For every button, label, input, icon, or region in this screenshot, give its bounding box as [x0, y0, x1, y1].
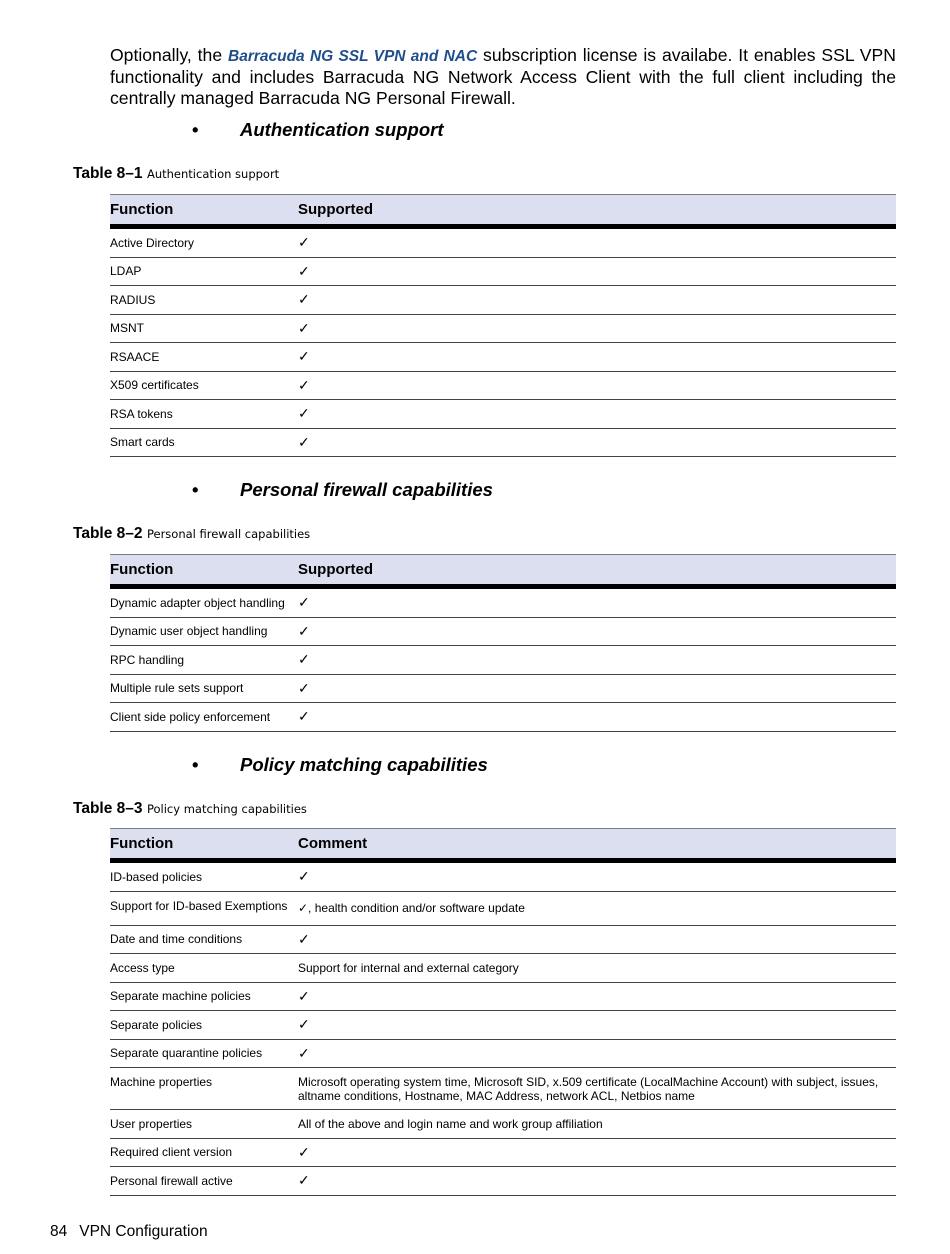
table-row [110, 1138, 896, 1167]
value-cell: ✓ [298, 314, 896, 343]
function-cell: ID-based policies [110, 861, 298, 892]
column-header-function: Function [110, 829, 298, 861]
policy-matching-table [110, 828, 896, 1196]
function-cell: Personal firewall active [110, 1167, 298, 1196]
function-cell: X509 certificates [110, 371, 298, 400]
value-cell: ✓ [298, 1138, 896, 1167]
function-cell: Dynamic adapter object handling [110, 587, 298, 618]
value-cell: Microsoft operating system time, Microsoft SID, x.509 certificate (LocalMachine Account) with subject, issues, altname conditions, Hostname, MAC Address, network ACL, Netbios name [298, 1068, 896, 1110]
table-row [110, 343, 896, 372]
column-header-function: Function [110, 195, 298, 227]
function-cell: Smart cards [110, 428, 298, 457]
function-cell: Access type [110, 954, 298, 983]
table-caption-text: Personal firewall capabilities [146, 527, 311, 541]
table-row [110, 587, 896, 618]
page-footer [50, 1223, 208, 1241]
bullet-marker: • [192, 119, 199, 140]
heading-text: Authentication support [240, 119, 444, 140]
value-cell: ✓ [298, 428, 896, 457]
table-number: Table 8–1 [73, 165, 143, 182]
value-cell: ✓ [298, 703, 896, 732]
table-row [110, 286, 896, 315]
function-cell: MSNT [110, 314, 298, 343]
heading-text: Personal firewall capabilities [240, 479, 493, 500]
value-cell: ✓ [298, 1039, 896, 1068]
value-cell: Support for internal and external category [298, 954, 896, 983]
function-cell: Multiple rule sets support [110, 674, 298, 703]
table-row [110, 861, 896, 892]
table-row [110, 617, 896, 646]
table-caption-text: Policy matching capabilities [146, 802, 307, 816]
table-row [110, 227, 896, 258]
intro-text-before: Optionally, the [110, 45, 228, 65]
table-row [110, 371, 896, 400]
function-cell: RSA tokens [110, 400, 298, 429]
table-row [110, 1011, 896, 1040]
value-cell: ✓ [298, 343, 896, 372]
value-cell: ✓ [298, 646, 896, 675]
table-row [110, 1167, 896, 1196]
table-caption [73, 165, 279, 183]
function-cell: Dynamic user object handling [110, 617, 298, 646]
function-cell: Client side policy enforcement [110, 703, 298, 732]
value-cell: ✓ [298, 587, 896, 618]
table-row [110, 891, 896, 925]
function-cell: Separate machine policies [110, 982, 298, 1011]
heading-personal-firewall-capabilities [192, 479, 493, 501]
function-cell: LDAP [110, 257, 298, 286]
table-row [110, 982, 896, 1011]
function-cell: Date and time conditions [110, 925, 298, 954]
column-header-supported: Supported [298, 195, 896, 227]
function-cell: RSAACE [110, 343, 298, 372]
function-cell: Active Directory [110, 227, 298, 258]
intro-text-after: subscription license is availabe. It enables SSL VPN functionality and includes Barracuda NG Network Access Client with the full client including the centrally managed Barracuda NG Personal Firewall. [110, 45, 896, 108]
table-row [110, 674, 896, 703]
bullet-marker: • [192, 479, 199, 500]
table-row [110, 925, 896, 954]
table-row [110, 954, 896, 983]
table-caption-text: Authentication support [146, 167, 280, 181]
value-cell: ✓ [298, 861, 896, 892]
value-cell: ✓ [298, 982, 896, 1011]
table-row [110, 703, 896, 732]
heading-policy-matching-capabilities [192, 754, 488, 776]
function-cell: Required client version [110, 1138, 298, 1167]
function-cell: RPC handling [110, 646, 298, 675]
table-header-row [110, 829, 896, 861]
column-header-function: Function [110, 555, 298, 587]
value-cell: ✓ [298, 617, 896, 646]
value-cell: ✓ [298, 925, 896, 954]
table-caption [73, 525, 310, 543]
value-cell: ✓, health condition and/or software update [298, 891, 896, 925]
table-row [110, 1068, 896, 1110]
function-cell: User properties [110, 1110, 298, 1139]
value-cell: ✓ [298, 1167, 896, 1196]
authentication-support-table [110, 194, 896, 457]
function-cell: Separate policies [110, 1011, 298, 1040]
table-header-row [110, 195, 896, 227]
value-cell: ✓ [298, 227, 896, 258]
heading-text: Policy matching capabilities [240, 754, 488, 775]
page-number: 84 [50, 1223, 68, 1240]
heading-authentication-support [192, 119, 443, 141]
column-header-comment: Comment [298, 829, 896, 861]
value-cell: ✓ [298, 674, 896, 703]
table-header-row [110, 555, 896, 587]
table-row [110, 428, 896, 457]
footer-section-title: VPN Configuration [79, 1223, 208, 1240]
table-number: Table 8–3 [73, 800, 143, 817]
value-cell: ✓ [298, 371, 896, 400]
personal-firewall-table [110, 554, 896, 732]
table-number: Table 8–2 [73, 525, 143, 542]
value-cell: ✓ [298, 257, 896, 286]
table-row [110, 400, 896, 429]
function-cell: Separate quarantine policies [110, 1039, 298, 1068]
intro-paragraph [110, 45, 896, 109]
table-row [110, 1110, 896, 1139]
column-header-supported: Supported [298, 555, 896, 587]
function-cell: RADIUS [110, 286, 298, 315]
value-cell: All of the above and login name and work group affiliation [298, 1110, 896, 1139]
table-row [110, 646, 896, 675]
value-cell: ✓ [298, 286, 896, 315]
function-cell: Support for ID-based Exemptions [110, 891, 298, 925]
table-row [110, 1039, 896, 1068]
value-cell: ✓ [298, 400, 896, 429]
bullet-marker: • [192, 754, 199, 775]
function-cell: Machine properties [110, 1068, 298, 1110]
table-caption [73, 800, 307, 818]
value-cell: ✓ [298, 1011, 896, 1040]
table-row [110, 314, 896, 343]
license-link[interactable]: Barracuda NG SSL VPN and NAC [228, 48, 478, 65]
table-row [110, 257, 896, 286]
